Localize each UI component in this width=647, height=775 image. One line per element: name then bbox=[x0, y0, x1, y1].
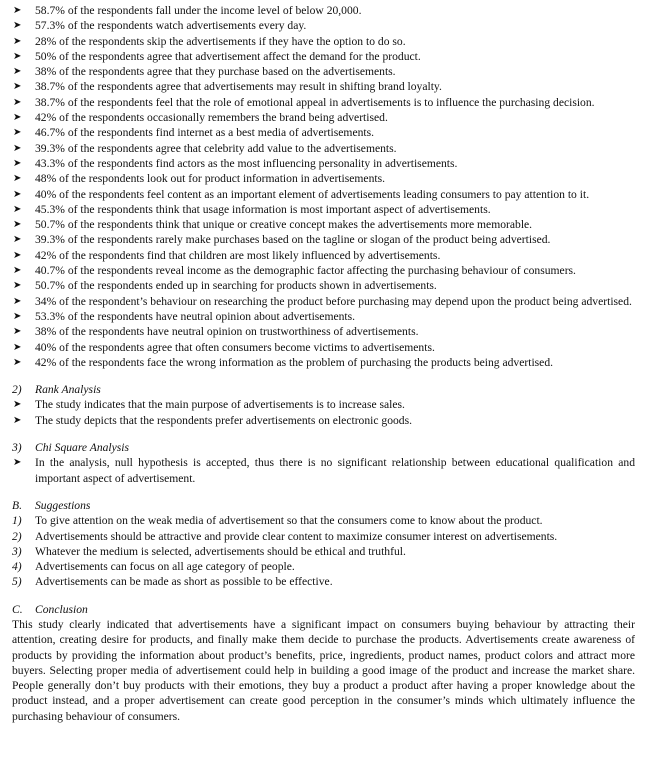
conclusion-section bbox=[12, 602, 635, 724]
finding-text: 40.7% of the respondents reveal income as the demographic factor affecting the purchasing behaviour of consumers. bbox=[35, 264, 576, 278]
list-item: 5) Advertisements can be made as short as possible to be effective. bbox=[12, 575, 333, 589]
finding-text: 34% of the respondent’s behaviour on researching the product before purchasing may depend upon the product being advertised. bbox=[35, 294, 632, 308]
finding-text: 39.3% of the respondents rarely make purchases based on the tagline or slogan of the product being advertised. bbox=[35, 233, 551, 247]
finding-item bbox=[12, 294, 635, 309]
arrowhead-bullet-icon: ➤ bbox=[13, 295, 22, 307]
conclusion-heading bbox=[12, 602, 635, 617]
arrowhead-bullet-icon: ➤ bbox=[13, 127, 22, 139]
arrowhead-bullet-icon: ➤ bbox=[13, 265, 22, 277]
finding-text: 28% of the respondents skip the advertisements if they have the option to do so. bbox=[35, 34, 406, 48]
chi-square-heading bbox=[12, 440, 635, 455]
arrowhead-bullet-icon: ➤ bbox=[13, 234, 22, 246]
finding-text: 40% of the respondents feel content as an important element of advertisements leading consumers to pay attention to it. bbox=[35, 187, 590, 201]
finding-text: 45.3% of the respondents think that usage information is most important aspect of advertisements. bbox=[35, 202, 491, 216]
finding-text: 53.3% of the respondents have neutral opinion about advertisements. bbox=[35, 309, 356, 323]
finding-item bbox=[12, 156, 635, 171]
section-title: Chi Square Analysis bbox=[35, 441, 130, 455]
finding-item bbox=[12, 64, 635, 79]
arrowhead-bullet-icon: ➤ bbox=[13, 96, 22, 108]
finding-text: 42% of the respondents occasionally remembers the brand being advertised. bbox=[35, 111, 388, 125]
suggestions-list bbox=[12, 513, 635, 589]
section-title: Rank Analysis bbox=[35, 383, 101, 397]
arrowhead-bullet-icon: ➤ bbox=[13, 356, 22, 368]
arrowhead-bullet-icon: ➤ bbox=[13, 414, 22, 426]
finding-text: 42% of the respondents find that children are most likely influenced by advertisements. bbox=[35, 248, 441, 262]
section-letter: C. bbox=[12, 602, 23, 616]
finding-item bbox=[12, 309, 635, 324]
arrowhead-bullet-icon: ➤ bbox=[13, 203, 22, 215]
arrowhead-bullet-icon: ➤ bbox=[13, 66, 22, 78]
arrowhead-bullet-icon: ➤ bbox=[13, 326, 22, 338]
section-title: Conclusion bbox=[35, 602, 88, 616]
list-item: 2) Advertisements should be attractive and provide clear content to maximize consumer interest on advertisements. bbox=[12, 529, 558, 543]
finding-item bbox=[12, 171, 635, 186]
arrowhead-bullet-icon: ➤ bbox=[13, 310, 22, 322]
section-letter: B. bbox=[12, 498, 22, 512]
finding-item bbox=[12, 3, 635, 18]
arrowhead-bullet-icon: ➤ bbox=[13, 188, 22, 200]
conclusion-paragraph: This study clearly indicated that advertisements have a significant impact on consumers buying behaviour by attracting their attention, creating desire for products, and finally make them decide to purchase the products. Advertisements create awareness of products by providing the information about product’s benefits, price, ingredients, product names, product colors and attract more buyers. Selecting proper media of advertisement could help in building a good image of the product and increase the market share. People generally don’t buy products with their emotions, they buy a product a product after having a proper knowledge about the product instead, and a proper advertisement can create good perception in the consumer’s minds which ultimately influence the purchasing behaviour of consumers. bbox=[12, 617, 635, 723]
finding-item bbox=[12, 34, 635, 49]
finding-text: 39.3% of the respondents agree that celebrity add value to the advertisements. bbox=[35, 141, 397, 155]
finding-item bbox=[12, 263, 635, 278]
arrowhead-bullet-icon: ➤ bbox=[13, 249, 22, 261]
finding-text: 46.7% of the respondents find internet as a best media of advertisements. bbox=[35, 126, 375, 140]
finding-text: 57.3% of the respondents watch advertisements every day. bbox=[35, 19, 307, 33]
finding-text: 42% of the respondents face the wrong information as the problem of purchasing the products being advertised. bbox=[35, 355, 554, 369]
finding-item bbox=[12, 79, 635, 94]
list-item: ➤ The study indicates that the main purpose of advertisements is to increase sales. bbox=[13, 398, 405, 412]
arrowhead-bullet-icon: ➤ bbox=[13, 142, 22, 154]
finding-item bbox=[12, 125, 635, 140]
finding-item bbox=[12, 232, 635, 247]
rank-analysis-list bbox=[12, 397, 635, 428]
section-number: 2) bbox=[12, 383, 22, 397]
finding-text: 50% of the respondents agree that advertisement affect the demand for the product. bbox=[35, 49, 421, 63]
finding-text: 38.7% of the respondents agree that advertisements may result in shifting brand loyalty. bbox=[35, 80, 442, 94]
chi-square-section bbox=[12, 440, 635, 486]
finding-text: 38% of the respondents have neutral opinion on trustworthiness of advertisements. bbox=[35, 325, 419, 339]
chi-square-list bbox=[12, 455, 635, 486]
section-number: 3) bbox=[12, 441, 22, 455]
list-item: ➤ In the analysis, null hypothesis is accepted, thus there is no significant relationship between educational qualification and important aspect of advertisement. bbox=[13, 456, 635, 485]
finding-item bbox=[12, 217, 635, 232]
findings-list bbox=[12, 3, 635, 370]
arrowhead-bullet-icon: ➤ bbox=[13, 112, 22, 124]
finding-text: 40% of the respondents agree that often consumers become victims to advertisements. bbox=[35, 340, 435, 354]
arrowhead-bullet-icon: ➤ bbox=[13, 457, 22, 469]
finding-item bbox=[12, 340, 635, 355]
finding-text: 38% of the respondents agree that they purchase based on the advertisements. bbox=[35, 65, 396, 79]
arrowhead-bullet-icon: ➤ bbox=[13, 219, 22, 231]
finding-text: 48% of the respondents look out for product information in advertisements. bbox=[35, 172, 385, 186]
rank-analysis-heading bbox=[12, 382, 635, 397]
arrowhead-bullet-icon: ➤ bbox=[13, 35, 22, 47]
finding-text: 58.7% of the respondents fall under the income level of below 20,000. bbox=[35, 4, 362, 17]
list-item: ➤ The study depicts that the respondents prefer advertisements on electronic goods. bbox=[13, 413, 413, 427]
finding-text: 38.7% of the respondents feel that the role of emotional appeal in advertisements is to influence the purchasing decision. bbox=[35, 95, 595, 109]
finding-item bbox=[12, 278, 635, 293]
finding-item bbox=[12, 18, 635, 33]
finding-item bbox=[12, 187, 635, 202]
finding-item bbox=[12, 141, 635, 156]
section-title: Suggestions bbox=[35, 498, 91, 512]
finding-item bbox=[12, 95, 635, 110]
arrowhead-bullet-icon: ➤ bbox=[13, 50, 22, 62]
finding-item bbox=[12, 202, 635, 217]
finding-item bbox=[12, 110, 635, 125]
arrowhead-bullet-icon: ➤ bbox=[13, 20, 22, 32]
arrowhead-bullet-icon: ➤ bbox=[13, 5, 22, 16]
arrowhead-bullet-icon: ➤ bbox=[13, 173, 22, 185]
rank-analysis-section bbox=[12, 382, 635, 428]
list-item: 1) To give attention on the weak media of advertisement so that the consumers come to know about the product. bbox=[12, 514, 543, 528]
arrowhead-bullet-icon: ➤ bbox=[13, 399, 22, 411]
finding-item bbox=[12, 49, 635, 64]
finding-text: 50.7% of the respondents think that unique or creative concept makes the advertisements more memorable. bbox=[35, 218, 533, 232]
arrowhead-bullet-icon: ➤ bbox=[13, 157, 22, 169]
finding-text: 43.3% of the respondents find actors as the most influencing personality in advertisements. bbox=[35, 156, 458, 170]
arrowhead-bullet-icon: ➤ bbox=[13, 81, 22, 93]
finding-text: 50.7% of the respondents ended up in searching for products shown in advertisements. bbox=[35, 279, 437, 293]
arrowhead-bullet-icon: ➤ bbox=[13, 280, 22, 292]
list-item: 4) Advertisements can focus on all age category of people. bbox=[12, 560, 295, 574]
suggestions-section bbox=[12, 498, 635, 590]
suggestions-heading bbox=[12, 498, 635, 513]
finding-item bbox=[12, 248, 635, 263]
finding-item bbox=[12, 324, 635, 339]
finding-item bbox=[12, 355, 635, 370]
arrowhead-bullet-icon: ➤ bbox=[13, 341, 22, 353]
list-item: 3) Whatever the medium is selected, advertisements should be ethical and truthful. bbox=[12, 544, 406, 558]
